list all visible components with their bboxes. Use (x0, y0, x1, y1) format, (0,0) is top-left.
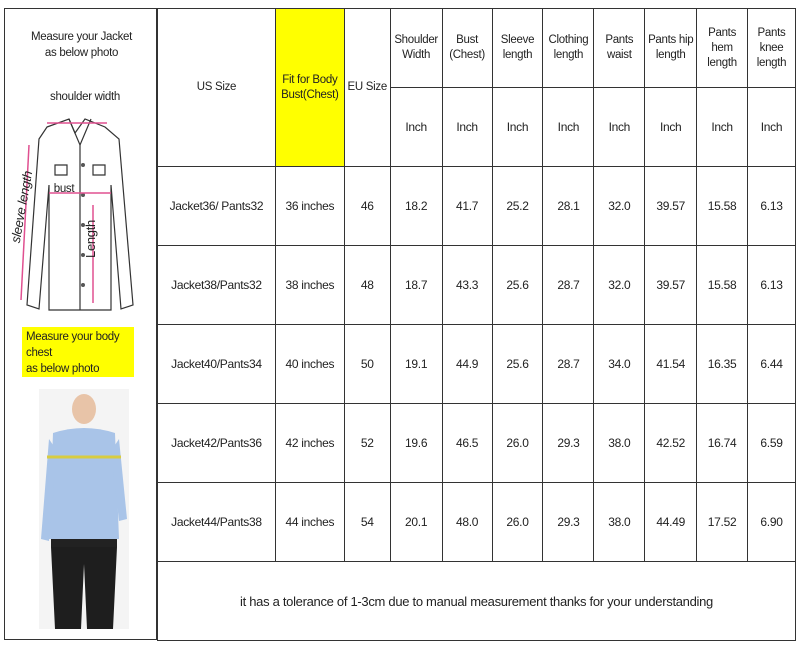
footer-row (158, 562, 796, 641)
cell-pants-hem: 15.58 (697, 167, 748, 246)
unit-cell: Inch (645, 88, 697, 167)
cell-eu-size: 52 (344, 404, 390, 483)
cell-eu-size: 50 (344, 325, 390, 404)
cell-fit-bust: 36 inches (275, 167, 344, 246)
cell-eu-size: 54 (344, 483, 390, 562)
cell-pants-hip: 42.52 (645, 404, 697, 483)
cell-bust: 48.0 (442, 483, 492, 562)
cell-pants-knee: 6.90 (748, 483, 796, 562)
cell-pants-hip: 39.57 (645, 246, 697, 325)
cell-clothing-length: 28.1 (543, 167, 594, 246)
table-row (158, 246, 796, 325)
cell-pants-knee: 6.13 (748, 246, 796, 325)
cell-pants-hem: 16.74 (697, 404, 748, 483)
cell-fit-bust: 42 inches (275, 404, 344, 483)
cell-pants-waist: 32.0 (594, 167, 645, 246)
cell-sleeve-length: 26.0 (492, 404, 543, 483)
cell-shoulder-width: 18.2 (390, 167, 442, 246)
cell-fit-bust: 38 inches (275, 246, 344, 325)
cell-bust: 43.3 (442, 246, 492, 325)
unit-cell: Inch (442, 88, 492, 167)
chest-caption: Measure your body chest as below photo (22, 327, 134, 377)
cell-pants-hem: 17.52 (697, 483, 748, 562)
cell-sleeve-length: 26.0 (492, 483, 543, 562)
bust-label: bust (53, 183, 75, 195)
size-chart (4, 8, 796, 640)
man-measuring-chest-photo (39, 389, 129, 629)
cell-pants-hip: 39.57 (645, 167, 697, 246)
cell-clothing-length: 29.3 (543, 404, 594, 483)
cell-clothing-length: 28.7 (543, 246, 594, 325)
header-pants-hem: Pants hem length (697, 9, 748, 88)
header-pants-waist: Pants waist (594, 9, 645, 88)
cell-sleeve-length: 25.2 (492, 167, 543, 246)
cell-us-size: Jacket40/Pants34 (158, 325, 276, 404)
tolerance-note: it has a tolerance of 1-3cm due to manual measurement thanks for your understanding (158, 562, 796, 641)
cell-pants-hem: 15.58 (697, 246, 748, 325)
table-row (158, 483, 796, 562)
cell-pants-waist: 38.0 (594, 404, 645, 483)
cell-eu-size: 46 (344, 167, 390, 246)
cell-bust: 44.9 (442, 325, 492, 404)
cell-clothing-length: 29.3 (543, 483, 594, 562)
unit-cell: Inch (492, 88, 543, 167)
unit-cell: Inch (543, 88, 594, 167)
unit-cell: Inch (748, 88, 796, 167)
cell-pants-waist: 32.0 (594, 246, 645, 325)
size-rows (158, 167, 796, 562)
table-row (158, 404, 796, 483)
cell-bust: 41.7 (442, 167, 492, 246)
table-row (158, 325, 796, 404)
cell-sleeve-length: 25.6 (492, 246, 543, 325)
sleeve-length-label: sleeve length (7, 169, 36, 245)
header-pants-knee: Pants knee length (748, 9, 796, 88)
cell-sleeve-length: 25.6 (492, 325, 543, 404)
cell-shoulder-width: 19.6 (390, 404, 442, 483)
length-label: Length (83, 220, 98, 258)
cell-pants-waist: 34.0 (594, 325, 645, 404)
cell-pants-waist: 38.0 (594, 483, 645, 562)
header-bust: Bust (Chest) (442, 9, 492, 88)
cell-shoulder-width: 19.1 (390, 325, 442, 404)
unit-cell: Inch (697, 88, 748, 167)
header-eu-size: EU Size (344, 9, 390, 167)
header-shoulder-width: Shoulder Width (390, 9, 442, 88)
header-row (158, 9, 796, 88)
table-row (158, 167, 796, 246)
cell-us-size: Jacket38/Pants32 (158, 246, 276, 325)
cell-pants-knee: 6.44 (748, 325, 796, 404)
cell-us-size: Jacket42/Pants36 (158, 404, 276, 483)
cell-shoulder-width: 20.1 (390, 483, 442, 562)
cell-pants-knee: 6.59 (748, 404, 796, 483)
unit-cell: Inch (390, 88, 442, 167)
cell-bust: 46.5 (442, 404, 492, 483)
cell-clothing-length: 28.7 (543, 325, 594, 404)
cell-fit-bust: 40 inches (275, 325, 344, 404)
header-pants-hip: Pants hip length (645, 9, 697, 88)
size-table (157, 8, 796, 641)
cell-us-size: Jacket36/ Pants32 (158, 167, 276, 246)
cell-pants-knee: 6.13 (748, 167, 796, 246)
shoulder-width-label: shoulder width (50, 91, 120, 103)
unit-cell: Inch (594, 88, 645, 167)
measurement-guide-panel (4, 8, 157, 640)
header-us-size: US Size (158, 9, 276, 167)
cell-fit-bust: 44 inches (275, 483, 344, 562)
header-fit-body-bust: Fit for Body Bust(Chest) (275, 9, 344, 167)
cell-pants-hip: 44.49 (645, 483, 697, 562)
cell-us-size: Jacket44/Pants38 (158, 483, 276, 562)
jacket-caption: Measure your Jacket as below photo (30, 31, 133, 59)
cell-pants-hip: 41.54 (645, 325, 697, 404)
header-sleeve-length: Sleeve length (492, 9, 543, 88)
header-clothing-length: Clothing length (543, 9, 594, 88)
cell-pants-hem: 16.35 (697, 325, 748, 404)
cell-shoulder-width: 18.7 (390, 246, 442, 325)
cell-eu-size: 48 (344, 246, 390, 325)
